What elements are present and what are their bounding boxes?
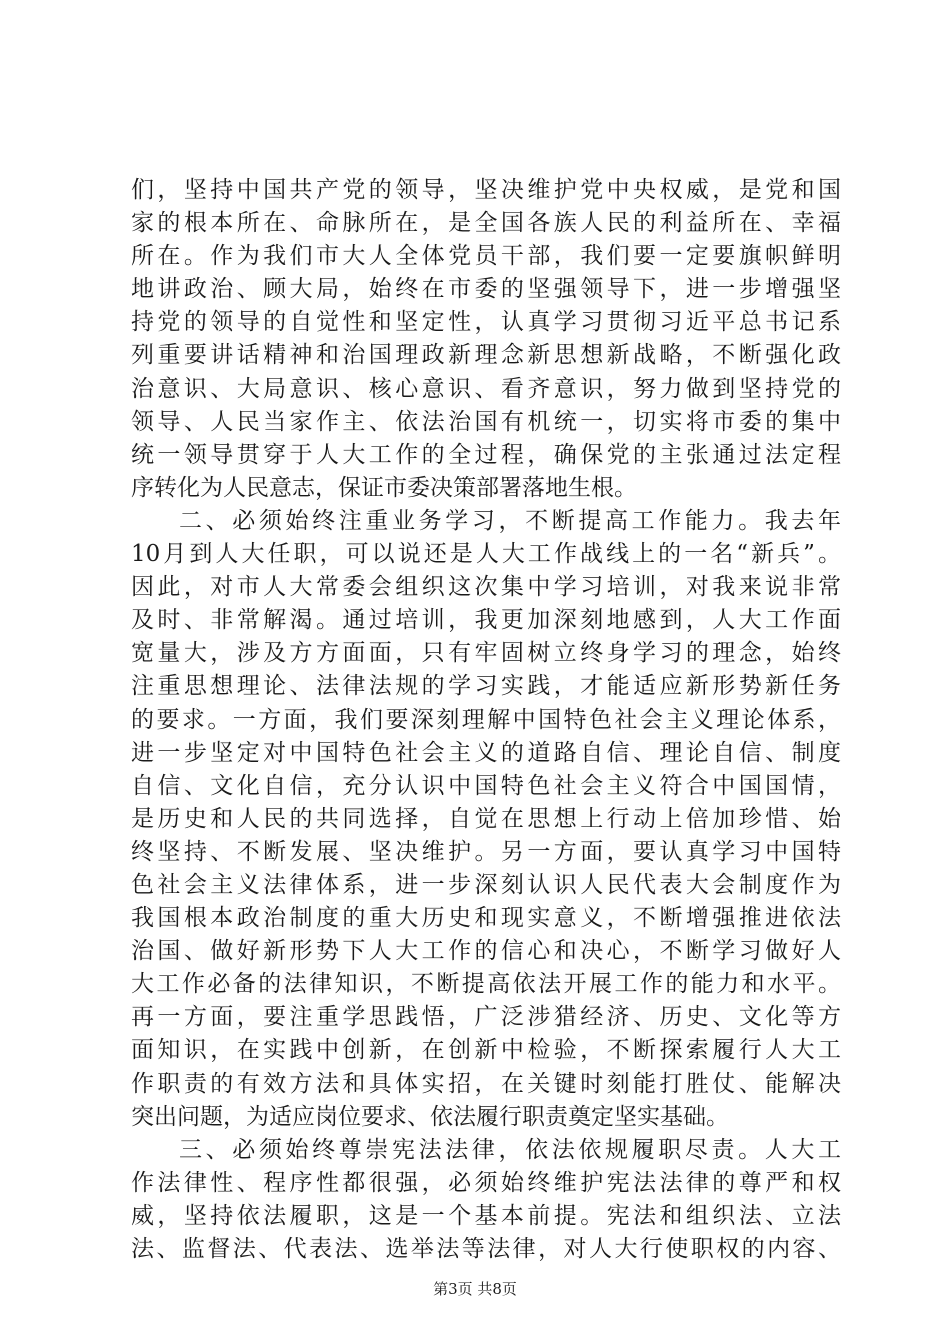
text-line: 威，坚持依法履职，这是一个基本前提。宪法和组织法、立法 <box>131 1202 841 1229</box>
text-line: 列重要讲话精神和治国理政新理念新思想新战略，不断强化政 <box>131 342 841 369</box>
text-line: 三、必须始终尊崇宪法法律，依法依规履职尽责。人大工 <box>179 1136 841 1163</box>
text-line: 面知识，在实践中创新，在创新中检验，不断探索履行人大工 <box>131 1037 841 1064</box>
text-line: 宽量大，涉及方方面面，只有牢固树立终身学习的理念，始终 <box>131 640 841 667</box>
text-line: 10月到人大任职，可以说还是人大工作战线上的一名“新兵”。 <box>131 541 841 568</box>
text-line: 序转化为人民意志，保证市委决策部署落地生根。 <box>131 474 637 501</box>
text-line: 是历史和人民的共同选择，自觉在思想上行动上倍加珍惜、始 <box>131 805 841 832</box>
text-line: 终坚持、不断发展、坚决维护。另一方面，要认真学习中国特 <box>131 838 841 865</box>
text-line: 因此，对市人大常委会组织这次集中学习培训，对我来说非常 <box>131 574 841 601</box>
text-line: 治国、做好新形势下人大工作的信心和决心，不断学习做好人 <box>131 938 841 965</box>
text-line: 的要求。一方面，我们要深刻理解中国特色社会主义理论体系， <box>131 706 841 733</box>
text-line: 持党的领导的自觉性和坚定性，认真学习贯彻习近平总书记系 <box>131 309 841 336</box>
text-line: 作法律性、程序性都很强，必须始终维护宪法法律的尊严和权 <box>131 1169 841 1196</box>
text-line: 治意识、大局意识、核心意识、看齐意识，努力做到坚持党的 <box>131 375 841 402</box>
text-line: 家的根本所在、命脉所在，是全国各族人民的利益所在、幸福 <box>131 210 841 237</box>
text-line: 突出问题，为适应岗位要求、依法履行职责奠定坚实基础。 <box>131 1103 729 1130</box>
text-line: 色社会主义法律体系，进一步深刻认识人民代表大会制度作为 <box>131 871 841 898</box>
text-line: 再一方面，要注重学思践悟，广泛涉猎经济、历史、文化等方 <box>131 1004 841 1031</box>
text-line: 我国根本政治制度的重大历史和现实意义，不断增强推进依法 <box>131 905 841 932</box>
text-line: 作职责的有效方法和具体实招，在关键时刻能打胜仗、能解决 <box>131 1070 841 1097</box>
text-line: 统一领导贯穿于人大工作的全过程，确保党的主张通过法定程 <box>131 441 841 468</box>
text-line: 二、必须始终注重业务学习，不断提高工作能力。我去年 <box>179 507 841 534</box>
text-line: 地讲政治、顾大局，始终在市委的坚强领导下，进一步增强坚 <box>131 276 841 303</box>
body-text <box>131 174 841 1266</box>
text-line: 进一步坚定对中国特色社会主义的道路自信、理论自信、制度 <box>131 739 841 766</box>
text-line: 注重思想理论、法律法规的学习实践，才能适应新形势新任务 <box>131 673 841 700</box>
text-line: 大工作必备的法律知识，不断提高依法开展工作的能力和水平。 <box>131 971 841 998</box>
text-line: 所在。作为我们市大人全体党员干部，我们要一定要旗帜鲜明 <box>131 243 841 270</box>
text-line: 及时、非常解渴。通过培训，我更加深刻地感到，人大工作面 <box>131 607 841 634</box>
page-footer: 第3页 共8页 <box>433 1280 517 1298</box>
text-line: 法、监督法、代表法、选举法等法律，对人大行使职权的内容、 <box>131 1236 841 1262</box>
text-line: 领导、人民当家作主、依法治国有机统一，切实将市委的集中 <box>131 408 841 435</box>
text-line: 自信、文化自信，充分认识中国特色社会主义符合中国国情， <box>131 772 841 799</box>
text-line: 们，坚持中国共产党的领导，坚决维护党中央权威，是党和国 <box>131 177 841 203</box>
